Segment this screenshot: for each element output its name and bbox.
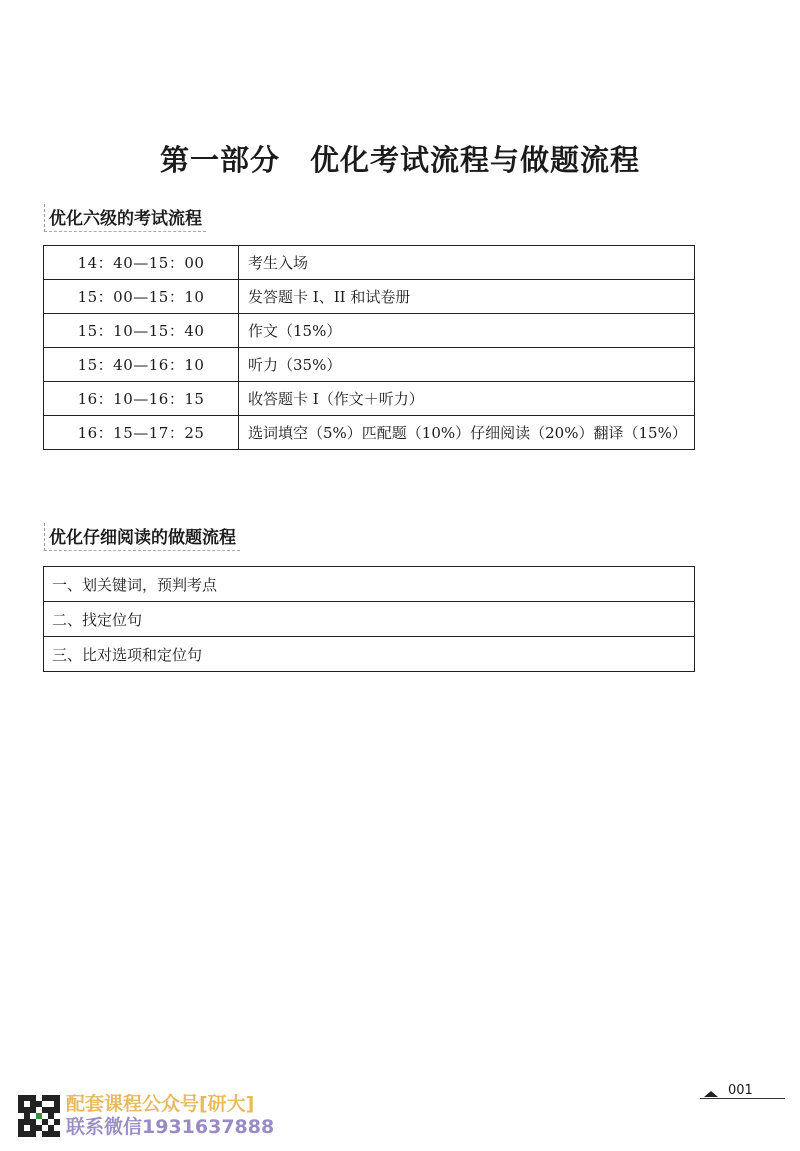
exam-schedule-table xyxy=(43,245,695,450)
time-cell: 14：40—15：00 xyxy=(44,246,239,280)
triangle-marker-icon xyxy=(704,1091,718,1097)
watermark-line2: 联系微信1931637888 xyxy=(66,1116,275,1138)
step-cell: 一、划关键词，预判考点 xyxy=(44,567,695,602)
page-title: 第一部分 优化考试流程与做题流程 xyxy=(159,143,640,177)
table-row xyxy=(44,567,695,602)
step-cell: 二、找定位句 xyxy=(44,602,695,637)
time-cell: 16：15—17：25 xyxy=(44,416,239,450)
time-cell: 15：00—15：10 xyxy=(44,280,239,314)
reading-steps-table xyxy=(43,566,695,672)
page-number xyxy=(704,1083,753,1098)
table-row xyxy=(44,637,695,672)
activity-cell: 选词填空（5%）匹配题（10%）仔细阅读（20%）翻译（15%） xyxy=(239,416,695,450)
time-cell: 15：40—16：10 xyxy=(44,348,239,382)
exam-process-heading: 优化六级的考试流程 xyxy=(44,204,206,232)
table-row xyxy=(44,348,695,382)
activity-cell: 考生入场 xyxy=(239,246,695,280)
table-row xyxy=(44,280,695,314)
table-row xyxy=(44,382,695,416)
watermark-line1: 配套课程公众号[研大] xyxy=(66,1093,255,1115)
activity-cell: 听力（35%） xyxy=(239,348,695,382)
footer-rule xyxy=(700,1098,785,1099)
table-row xyxy=(44,416,695,450)
qr-code-icon xyxy=(18,1095,60,1137)
reading-process-heading: 优化仔细阅读的做题流程 xyxy=(44,523,240,551)
step-cell: 三、比对选项和定位句 xyxy=(44,637,695,672)
page-number-text: 001 xyxy=(728,1083,753,1098)
table-row xyxy=(44,602,695,637)
activity-cell: 作文（15%） xyxy=(239,314,695,348)
table-row xyxy=(44,246,695,280)
activity-cell: 发答题卡 I、II 和试卷册 xyxy=(239,280,695,314)
time-cell: 15：10—15：40 xyxy=(44,314,239,348)
table-row xyxy=(44,314,695,348)
watermark xyxy=(18,1093,274,1139)
activity-cell: 收答题卡 I（作文＋听力） xyxy=(239,382,695,416)
time-cell: 16：10—16：15 xyxy=(44,382,239,416)
